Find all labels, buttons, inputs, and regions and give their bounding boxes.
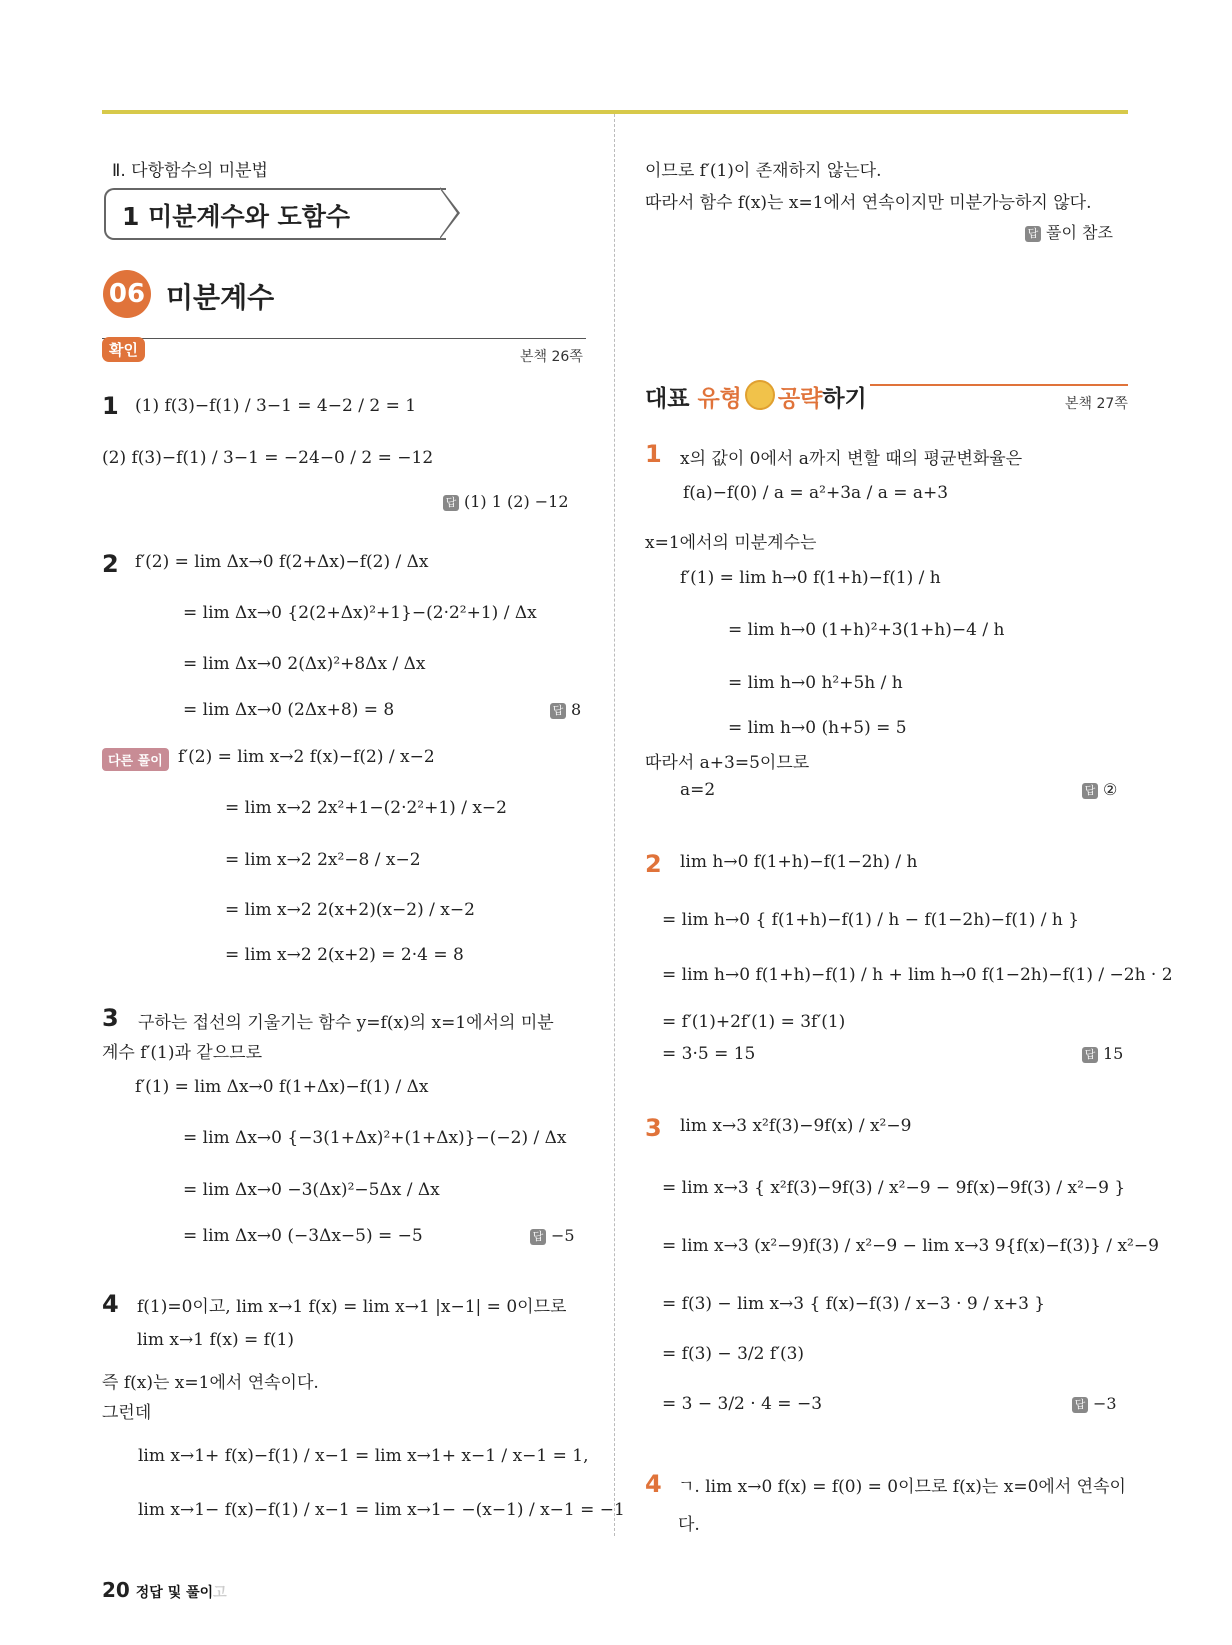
column-divider bbox=[614, 114, 615, 1536]
q2-answer-text: 15 bbox=[1103, 1044, 1124, 1063]
answer-mark-icon: 답 bbox=[1025, 226, 1041, 242]
heading-part-2: 유형 bbox=[697, 386, 742, 412]
q1-answer-text: ② bbox=[1103, 780, 1118, 799]
p2-line-2: = lim Δx→0 {2(2+Δx)²+1}−(2·2²+1) / Δx bbox=[183, 603, 537, 623]
problem-number-2: 2 bbox=[102, 550, 119, 578]
p3-answer bbox=[530, 1226, 575, 1245]
problem-number-3: 3 bbox=[102, 1004, 119, 1032]
p2-line-1: f′(2) = lim Δx→0 f(2+Δx)−f(2) / Δx bbox=[135, 552, 429, 572]
q1-line-5: = lim h→0 (h+5) = 5 bbox=[728, 718, 907, 738]
p2-alt-line-4: = lim x→2 2(x+2)(x−2) / x−2 bbox=[225, 900, 475, 920]
check-tag: 확인 bbox=[102, 337, 145, 362]
q3-line-6: = 3 − 3/2 · 4 = −3 bbox=[662, 1394, 823, 1414]
q2-line-5: = 3·5 = 15 bbox=[662, 1044, 756, 1064]
p2-alt-line-5: = lim x→2 2(x+2) = 2·4 = 8 bbox=[225, 945, 464, 965]
heading-rule bbox=[870, 384, 1128, 386]
q1-line-1: f(a)−f(0) / a = a²+3a / a = a+3 bbox=[683, 483, 949, 503]
p4-line-2: lim x→1− f(x)−f(1) / x−1 = lim x→1− −(x−1) / x−1 = −1 bbox=[138, 1500, 625, 1520]
problem-number-4: 4 bbox=[102, 1290, 119, 1318]
p3-line-4: = lim Δx→0 (−3Δx−5) = −5 bbox=[183, 1226, 423, 1246]
q4-line-1: ㄱ. lim x→0 f(x) = f(0) = 0이므로 f(x)는 x=0에서 연속이 bbox=[678, 1477, 1126, 1497]
q2-answer bbox=[1082, 1044, 1123, 1063]
q2-line-4: = f′(1)+2f′(1) = 3f′(1) bbox=[662, 1012, 846, 1032]
chapter-title: Ⅱ. 다항함수의 미분법 bbox=[112, 161, 268, 181]
right-top-answer-text: 풀이 참조 bbox=[1046, 223, 1113, 242]
problem-number-1: 1 bbox=[102, 392, 119, 420]
q3-line-3: = lim x→3 (x²−9)f(3) / x²−9 − lim x→3 9{f(x)−f(3)} / x²−9 bbox=[662, 1236, 1159, 1256]
q4-line-2: 다. bbox=[678, 1515, 700, 1535]
section-title: 1 미분계수와 도함수 bbox=[122, 202, 351, 231]
p2-line-4: = lim Δx→0 (2Δx+8) = 8 bbox=[183, 700, 395, 720]
p1-answer bbox=[443, 492, 569, 511]
footer-label: 정답 및 풀이 bbox=[135, 1585, 214, 1601]
p2-alt-line-1: f′(2) = lim x→2 f(x)−f(2) / x−2 bbox=[178, 747, 435, 767]
rep-problem-number-1: 1 bbox=[645, 440, 662, 468]
answer-mark-icon: 답 bbox=[550, 703, 566, 719]
p4-text-1: f(1)=0이고, lim x→1 f(x) = lim x→1 |x−1| = 0이므로 bbox=[137, 1297, 567, 1317]
p4-text-2: lim x→1 f(x) = f(1) bbox=[137, 1330, 295, 1350]
p3-line-1: f′(1) = lim Δx→0 f(1+Δx)−f(1) / Δx bbox=[135, 1077, 429, 1097]
q1-text-2: x=1에서의 미분계수는 bbox=[645, 533, 817, 553]
answer-mark-icon: 답 bbox=[443, 495, 459, 511]
p1-line-1: (1) f(3)−f(1) / 3−1 = 4−2 / 2 = 1 bbox=[135, 396, 417, 416]
rep-problem-number-4: 4 bbox=[645, 1470, 662, 1498]
p4-text-3: 즉 f(x)는 x=1에서 연속이다. bbox=[102, 1373, 319, 1393]
q1-line-3: = lim h→0 (1+h)²+3(1+h)−4 / h bbox=[728, 620, 1005, 640]
alt-solution-tag: 다른 풀이 bbox=[102, 748, 169, 771]
q1-text-3: 따라서 a+3=5이므로 bbox=[645, 753, 810, 773]
unit-number-badge: 06 bbox=[103, 270, 151, 318]
p3-answer-text: −5 bbox=[551, 1226, 575, 1245]
answer-mark-icon: 답 bbox=[1082, 783, 1098, 799]
answer-mark-icon: 답 bbox=[1072, 1397, 1088, 1413]
section-heading-representative bbox=[645, 380, 867, 413]
p3-text-2: 계수 f′(1)과 같으므로 bbox=[102, 1043, 262, 1063]
q3-line-5: = f(3) − 3/2 f′(3) bbox=[662, 1344, 805, 1364]
right-top-line-2: 따라서 함수 f(x)는 x=1에서 연속이지만 미분가능하지 않다. bbox=[645, 193, 1092, 213]
q1-text-1: x의 값이 0에서 a까지 변할 때의 평균변화율은 bbox=[680, 449, 1023, 469]
rep-problem-number-3: 3 bbox=[645, 1114, 662, 1142]
q3-line-2: = lim x→3 { x²f(3)−9f(3) / x²−9 − 9f(x)−9f(3) / x²−9 } bbox=[662, 1178, 1126, 1198]
medal-icon bbox=[745, 380, 775, 410]
p1-line-2: (2) f(3)−f(1) / 3−1 = −24−0 / 2 = −12 bbox=[102, 448, 434, 468]
left-rule bbox=[102, 338, 586, 339]
p2-alt-line-2: = lim x→2 2x²+1−(2·2²+1) / x−2 bbox=[225, 798, 507, 818]
q2-line-1: lim h→0 f(1+h)−f(1−2h) / h bbox=[680, 852, 918, 872]
unit-title: 미분계수 bbox=[166, 281, 275, 314]
right-top-line-1: 이므로 f′(1)이 존재하지 않는다. bbox=[645, 161, 882, 181]
footer-ghost-text: 고 bbox=[213, 1585, 227, 1601]
page-ref-right: 본책 27쪽 bbox=[1065, 396, 1128, 412]
q1-line-2: f′(1) = lim h→0 f(1+h)−f(1) / h bbox=[680, 568, 941, 588]
heading-part-4: 하기 bbox=[822, 386, 867, 412]
p3-line-2: = lim Δx→0 {−3(1+Δx)²+(1+Δx)}−(−2) / Δx bbox=[183, 1128, 567, 1148]
q3-answer bbox=[1072, 1394, 1117, 1413]
section-box-arrow-inner bbox=[440, 189, 457, 237]
p3-line-3: = lim Δx→0 −3(Δx)²−5Δx / Δx bbox=[183, 1180, 440, 1200]
page-footer bbox=[102, 1578, 227, 1602]
q1-line-6: a=2 bbox=[680, 780, 716, 800]
p2-answer-text: 8 bbox=[571, 700, 582, 719]
p1-answer-text: (1) 1 (2) −12 bbox=[464, 492, 569, 511]
q2-line-2: = lim h→0 { f(1+h)−f(1) / h − f(1−2h)−f(1) / h } bbox=[662, 910, 1080, 930]
page-number: 20 bbox=[102, 1578, 130, 1602]
q1-line-4: = lim h→0 h²+5h / h bbox=[728, 673, 903, 693]
p3-text-1: 구하는 접선의 기울기는 함수 y=f(x)의 x=1에서의 미분 bbox=[138, 1013, 554, 1033]
top-rule bbox=[102, 110, 1128, 114]
q3-line-4: = f(3) − lim x→3 { f(x)−f(3) / x−3 · 9 / x+3 } bbox=[662, 1294, 1046, 1314]
q3-answer-text: −3 bbox=[1093, 1394, 1117, 1413]
p2-answer bbox=[550, 700, 581, 719]
p2-alt-line-3: = lim x→2 2x²−8 / x−2 bbox=[225, 850, 421, 870]
answer-mark-icon: 답 bbox=[530, 1229, 546, 1245]
right-top-answer bbox=[1025, 220, 1113, 243]
answer-mark-icon: 답 bbox=[1082, 1047, 1098, 1063]
p2-line-3: = lim Δx→0 2(Δx)²+8Δx / Δx bbox=[183, 654, 426, 674]
heading-part-1: 대표 bbox=[645, 386, 698, 412]
q2-line-3: = lim h→0 f(1+h)−f(1) / h + lim h→0 f(1−2h)−f(1) / −2h · 2 bbox=[662, 965, 1173, 985]
p4-text-4: 그런데 bbox=[102, 1403, 152, 1423]
p4-line-1: lim x→1+ f(x)−f(1) / x−1 = lim x→1+ x−1 / x−1 = 1, bbox=[138, 1446, 589, 1466]
heading-part-3: 공략 bbox=[777, 386, 823, 412]
page-ref-left: 본책 26쪽 bbox=[520, 349, 583, 365]
rep-problem-number-2: 2 bbox=[645, 850, 662, 878]
q3-line-1: lim x→3 x²f(3)−9f(x) / x²−9 bbox=[680, 1116, 912, 1136]
q1-answer bbox=[1082, 780, 1117, 799]
